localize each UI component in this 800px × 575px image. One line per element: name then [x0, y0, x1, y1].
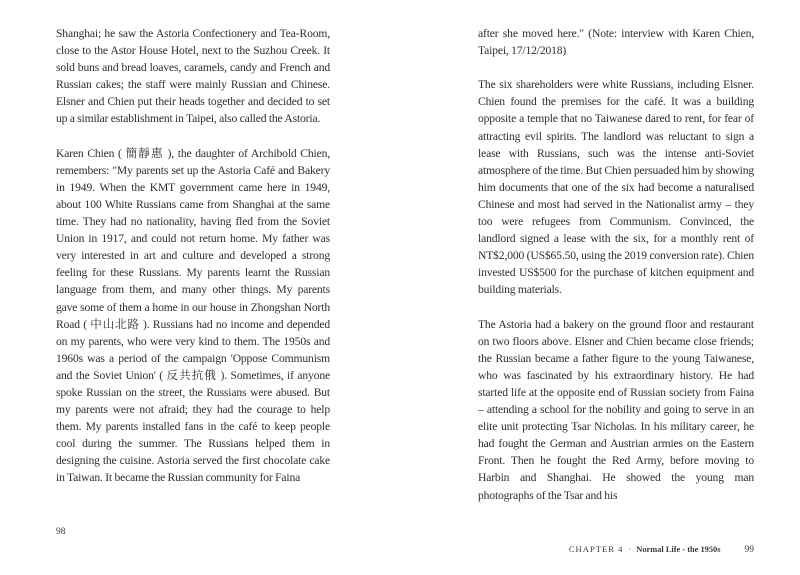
page-number: 98 — [56, 526, 66, 537]
paragraph: Karen Chien ( 簡靜惠 ), the daughter of Archibold Chien, remembers: "My parents set up the Astoria Café and Bakery in 1949. When the KMT government came here in 1949, about 100 White Russians came from Shanghai at the same time. They had no nationality, having fled from the Soviet Union in 1917, and could not return home. My father was very interested in art and culture and developed a strong feeling for these Russians. My parents learnt the Russian language from them, and many other things. My parents gave some of them a home in our house in Zhongshan North Road ( 中山北路 ). Russians had no income and depended on my parents, who were very kind to them. The 1950s and 1960s was a period of the campaign 'Oppose Communism and the Soviet Union' ( 反共抗俄 ). Sometimes, if anyone spoke Russian on the street, the Russians were abused. But my parents were not afraid; they had the courage to help them. My parents installed fans in the café to keep people cool during the summer. The Russians helped them in designing the cuisine. Astoria served the first chocolate cake in Taiwan. It became the Russian community for Faina — [56, 146, 330, 485]
page-number: 99 — [744, 544, 754, 555]
left-page-footer — [56, 527, 330, 557]
paragraph: The six shareholders were white Russians, including Elsner. Chien found the premises for the café. It was a building opposite a temple that no Taiwanese dared to rent, for fear of attracting evil spirits. The landlord was reluctant to sign a lease with Russians, such was the intense anti-Soviet atmosphere of the time. But Chien persuaded him by showing him documents that one of the six had become a naturalised Chinese and most had served in the Nationalist army – they too were refugees from Communism. Convinced, the landlord signed a lease with the six, for a monthly rent of NT$2,000 (US$65.50, using the 2019 conversion rate). Chien invested US$500 for the purchase of kitchen equipment and building materials. — [478, 78, 754, 297]
running-head-separator: · — [628, 543, 632, 554]
running-head — [569, 544, 721, 554]
paragraph: after she moved here." (Note: interview with Karen Chien, Taipei, 17/12/2018) — [478, 27, 754, 58]
chapter-label: CHAPTER 4 — [568, 543, 624, 554]
right-page-body-text — [478, 25, 754, 504]
right-page — [400, 0, 800, 575]
paragraph: Shanghai; he saw the Astoria Confectionery and Tea-Room, close to the Astor House Hotel, next to the Suzhou Creek. It sold buns and bread loaves, caramels, candy and French and Russian cakes; the staff were mainly Russian and Chinese. Elsner and Chien put their heads together and decided to set up a similar establishment in Taipei, also called the Astoria. — [56, 27, 330, 126]
paragraph: The Astoria had a bakery on the ground floor and restaurant on two floors above. Elsner and Chien became close friends; the Russian became a father figure to the young Taiwanese, who was fascinated by his extraordinary history. He had started life at the opposite end of Russian society from Faina – attending a school for the nobility and going to serve in an elite unit protecting Tsar Nicholas. In his military career, he had fought the German and Austrian armies on the Eastern Front. Then he fought the Red Army, before moving to Harbin and Shanghai. He showed the young man photographs of the Tsar and his — [478, 317, 754, 502]
chapter-title: Normal Life - the 1950s — [636, 544, 721, 554]
right-page-footer — [478, 544, 754, 575]
left-page-body-text — [56, 25, 330, 487]
